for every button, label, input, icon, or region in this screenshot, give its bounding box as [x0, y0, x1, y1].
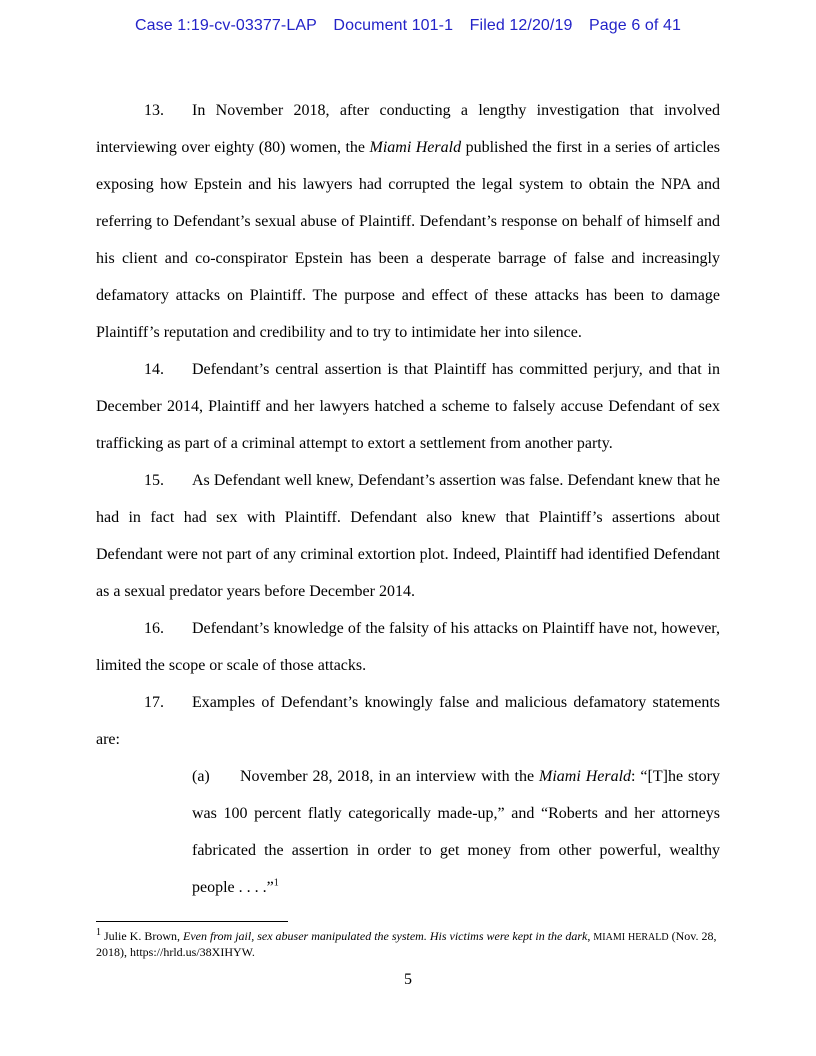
- filed-date: Filed 12/20/19: [469, 17, 573, 34]
- paragraph-number: 15.: [144, 472, 164, 489]
- paragraph-text: Examples of Defendant’s knowingly false and malicious defamatory statements are:: [96, 694, 720, 748]
- paragraph-text: published the first in a series of articles exposing how Epstein and his lawyers had corrupted the legal system to obtain the NPA and referring to Defendant’s sexual abuse of Plaintiff. Defendant’s response on behalf of himself and his client and co-conspirator Epstein has been a desperate barrage of false and increasingly defamatory attacks on Plaintiff. The purpose and effect of these attacks has been to damage Plaintiff’s reputation and credibility and to try to intimidate her into silence.: [96, 139, 720, 341]
- footnote-author: Julie K. Brown,: [101, 929, 183, 943]
- case-number: Case 1:19-cv-03377-LAP: [135, 17, 317, 34]
- paragraph-15: [96, 462, 720, 610]
- footnote-divider: [96, 921, 288, 922]
- page-of-total: Page 6 of 41: [589, 17, 681, 34]
- paragraph-number: 17.: [144, 694, 164, 711]
- footnote-separator: ,: [587, 929, 594, 943]
- document-body: [96, 92, 720, 906]
- footnote-reference: 1: [273, 877, 279, 889]
- publication-name: Miami Herald: [369, 139, 462, 156]
- footnote: [96, 929, 720, 960]
- document-number: Document 101-1: [333, 17, 454, 34]
- paragraph-13: [96, 92, 720, 351]
- footnote-source: HERALD: [628, 932, 669, 943]
- subitem-label: (a): [192, 768, 210, 785]
- paragraph-text: Defendant’s central assertion is that Plaintiff has committed perjury, and that in December 2014, Plaintiff and her lawyers hatched a scheme to falsely accuse Defendant of sex trafficking as part of a criminal attempt to extort a settlement from another party.: [96, 361, 720, 452]
- paragraph-17: [96, 684, 720, 758]
- footnote-title: Even from jail, sex abuser manipulated the system. His victims were kept in the dark: [183, 929, 588, 943]
- paragraph-text: As Defendant well knew, Defendant’s assertion was false. Defendant knew that he had in fact had sex with Plaintiff. Defendant also knew that Plaintiff’s assertions about Defendant were not part of any criminal extortion plot. Indeed, Plaintiff had identified Defendant as a sexual predator years before December 2014.: [96, 472, 720, 600]
- footnote-marker: 1: [96, 927, 101, 938]
- page-number: 5: [404, 971, 412, 988]
- footnote-source: MIAMI: [593, 932, 626, 943]
- paragraph-number: 16.: [144, 620, 164, 637]
- paragraph-16: [96, 610, 720, 684]
- subitem-text: : “[T]he story was 100 percent flatly categorically made-up,” and “Roberts and her attorneys fabricated the assertion in order to get money from other powerful, wealthy people . . . .”: [192, 768, 720, 896]
- subitem-a: [192, 758, 720, 906]
- footnote-citation: (Nov. 28, 2018), https://hrld.us/38XIHYW.: [96, 929, 717, 959]
- paragraph-number: 13.: [144, 102, 164, 119]
- paragraph-text: In November 2018, after conducting a lengthy investigation that involved interviewing over eighty (80) women, the: [96, 102, 720, 156]
- publication-name: Miami Herald: [539, 768, 632, 785]
- paragraph-text: Defendant’s knowledge of the falsity of his attacks on Plaintiff have not, however, limited the scope or scale of those attacks.: [96, 620, 720, 674]
- paragraph-14: [96, 351, 720, 462]
- paragraph-number: 14.: [144, 361, 164, 378]
- subitem-text: November 28, 2018, in an interview with the: [240, 768, 539, 785]
- case-header: [0, 17, 816, 35]
